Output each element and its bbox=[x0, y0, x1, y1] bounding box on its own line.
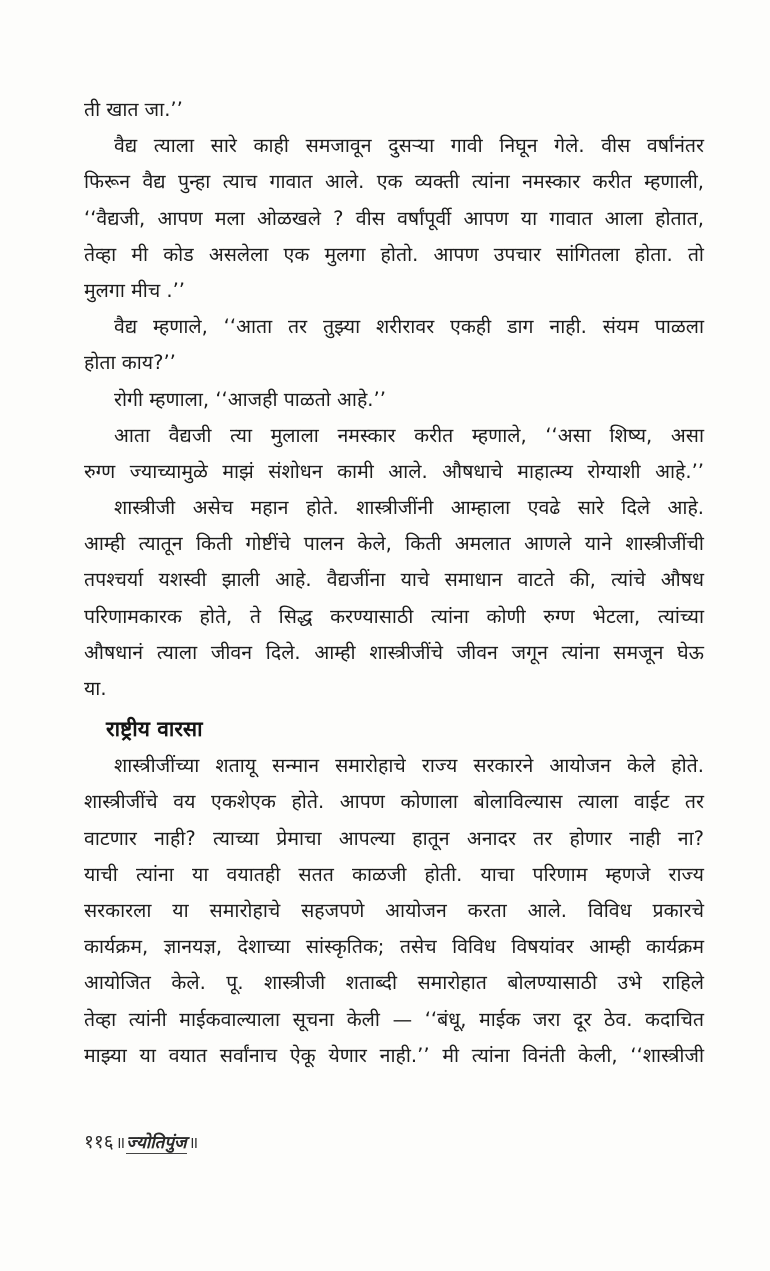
page-number: ११६ bbox=[84, 1131, 114, 1153]
text-line: माझ्या या वयात सर्वांनाच ऐकू येणार नाही.’’ मी त्यांना विनंती केली, ‘‘शास्त्रीजी bbox=[84, 1043, 704, 1067]
text-line: वैद्य म्हणाले, ‘‘आता तर तुझ्या शरीरावर एकही डाग नाही. संयम पाळला bbox=[114, 315, 704, 339]
text-line: परिणामकारक होते, ते सिद्ध करण्यासाठी त्यांना कोणी रुग्ण भेटला, त्यांच्या bbox=[84, 604, 704, 628]
text-line: ‘‘वैद्यजी, आपण मला ओळखले ? वीस वर्षांपूर्वी आपण या गावात आला होतात, bbox=[84, 206, 704, 230]
text-line: रोगी म्हणाला, ‘‘आजही पाळतो आहे.’’ bbox=[114, 387, 386, 411]
text-line: आयोजित केले. पू. शास्त्रीजी शताब्दी समारोहात बोलण्यासाठी उभे राहिले bbox=[84, 971, 704, 995]
page-footer bbox=[84, 1128, 197, 1154]
text-line: ती खात जा.’’ bbox=[84, 98, 183, 121]
text-line: या. bbox=[84, 677, 107, 700]
text-line: तेव्हा त्यांनी माईकवाल्याला सूचना केली — ‘‘बंधू, माईक जरा दूर ठेव. कदाचित bbox=[84, 1007, 704, 1031]
text-line: रुग्ण ज्याच्यामुळे माझं संशोधन कामी आले. औषधाचे माहात्म्य रोग्याशी आहे.’’ bbox=[84, 459, 704, 483]
text-line: औषधानं त्याला जीवन दिले. आम्ही शास्त्रीजींचे जीवन जगून त्यांना समजून घेऊ bbox=[84, 640, 704, 664]
text-line: शास्त्रीजींच्या शतायू सन्मान समारोहाचे राज्य सरकारने आयोजन केले होते. bbox=[114, 754, 704, 778]
text-line: वैद्य त्याला सारे काही समजावून दुसऱ्या गावी निघून गेले. वीस वर्षांनंतर bbox=[114, 134, 704, 158]
text-line: वाटणार नाही? त्याच्या प्रेमाचा आपल्या हातून अनादर तर होणार नाही ना? bbox=[84, 826, 704, 850]
text-line: होता काय?’’ bbox=[84, 351, 176, 375]
text-line: फिरून वैद्य पुन्हा त्याच गावात आले. एक व्यक्ती त्यांना नमस्कार करीत म्हणाली, bbox=[84, 170, 704, 194]
text-line: सरकारला या समारोहाचे सहजपणे आयोजन करता आले. विविध प्रकारचे bbox=[84, 898, 704, 922]
text-line: शास्त्रीजींचे वय एकशेएक होते. आपण कोणाला बोलाविल्यास त्याला वाईट तर bbox=[84, 790, 704, 814]
book-title: ज्योतिपुंज bbox=[126, 1133, 187, 1153]
footer-separator-end: ॥ bbox=[188, 1133, 198, 1152]
footer-separator: ॥ bbox=[115, 1133, 125, 1152]
text-line: तपश्चर्या यशस्वी झाली आहे. वैद्यजींना याचे समाधान वाटते की, त्यांचे औषध bbox=[84, 568, 704, 592]
text-line: तेव्हा मी कोड असलेला एक मुलगा होतो. आपण उपचार सांगितला होता. तो bbox=[84, 242, 704, 266]
section-heading: राष्ट्रीय वारसा bbox=[106, 717, 203, 742]
text-line: कार्यक्रम, ज्ञानयज्ञ, देशाच्या सांस्कृतिक; तसेच विविध विषयांवर आम्ही कार्यक्रम bbox=[84, 935, 704, 959]
paragraphs-bottom bbox=[84, 748, 704, 1074]
text-line: आता वैद्यजी त्या मुलाला नमस्कार करीत म्हणाले, ‘‘असा शिष्य, असा bbox=[114, 423, 704, 447]
text-line: शास्त्रीजी असेच महान होते. शास्त्रीजींनी आम्हाला एवढे सारे दिले आहे. bbox=[114, 496, 704, 520]
page-body bbox=[84, 92, 704, 1074]
text-line: मुलगा मीच .’’ bbox=[84, 278, 185, 302]
text-line: आम्ही त्यातून किती गोष्टींचे पालन केले, किती अमलात आणले याने शास्त्रीजींची bbox=[84, 532, 704, 556]
text-line: याची त्यांना या वयातही सतत काळजी होती. याचा परिणाम म्हणजे राज्य bbox=[84, 862, 704, 886]
paragraphs-top bbox=[84, 92, 704, 707]
